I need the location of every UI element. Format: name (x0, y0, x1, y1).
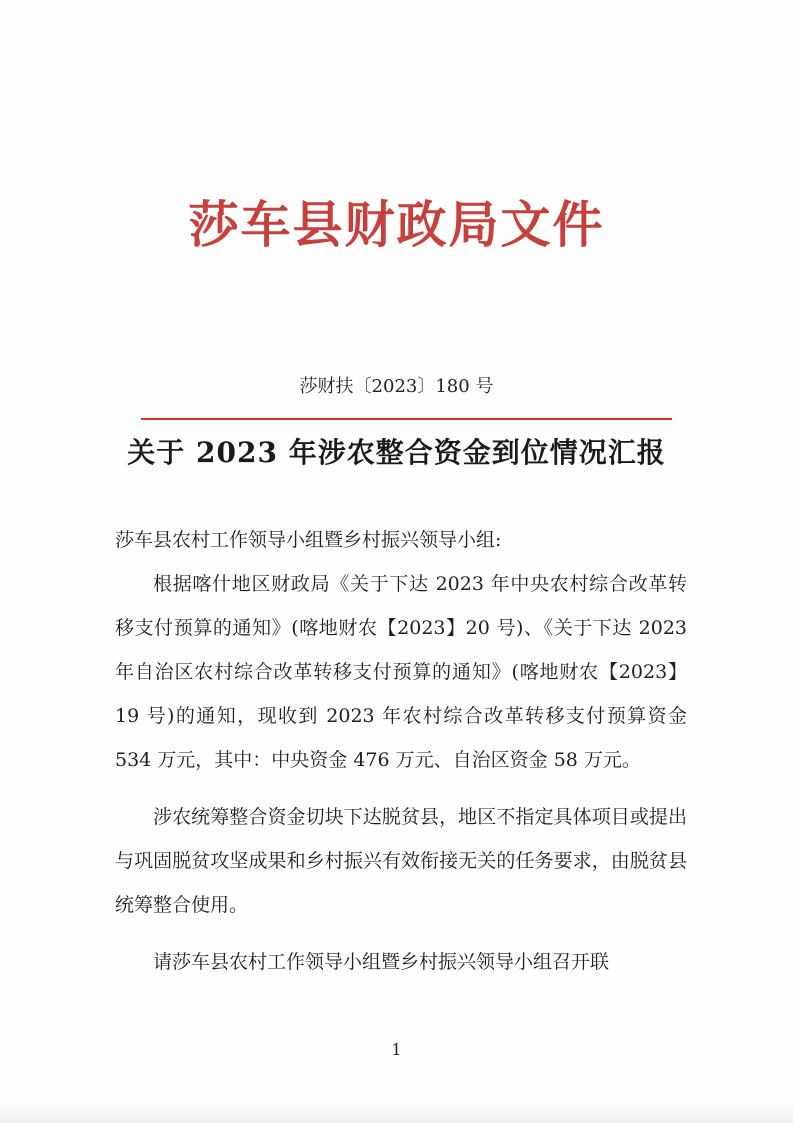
body-paragraph-3: 请莎车县农村工作领导小组暨乡村振兴领导小组召开联 (153, 951, 610, 973)
scan-edge-shadow (0, 1100, 793, 1123)
salutation: 莎车县农村工作领导小组暨乡村振兴领导小组: (115, 529, 502, 551)
document-title: 关于 2023 年涉农整合资金到位情况汇报 (127, 436, 666, 469)
red-separator-line (141, 418, 672, 420)
document-number: 莎财扶〔2023〕180 号 (299, 376, 494, 397)
document-body (115, 518, 687, 984)
issuing-authority-header: 莎车县财政局文件 (188, 195, 605, 254)
body-paragraph-1: 根据喀什地区财政局《关于下达 2023 年中央农村综合改革转移支付预算的通知》(喀地财农【2023】20 号)、《关于下达 2023 年自治区农村综合改革转移支付预算的通知》(喀地财农【2023】19 号)的通知，现收到 2023 年农村综合改革转移支付预算资金 534 万元，其中：中央资金 476 万元、自治区资金 58 万元。 (115, 573, 687, 771)
page-number: 1 (391, 1040, 402, 1059)
body-paragraph-2: 涉农统筹整合资金切块下达脱贫县，地区不指定具体项目或提出与巩固脱贫攻坚成果和乡村振兴有效衔接无关的任务要求，由脱贫县统筹整合使用。 (115, 806, 687, 916)
